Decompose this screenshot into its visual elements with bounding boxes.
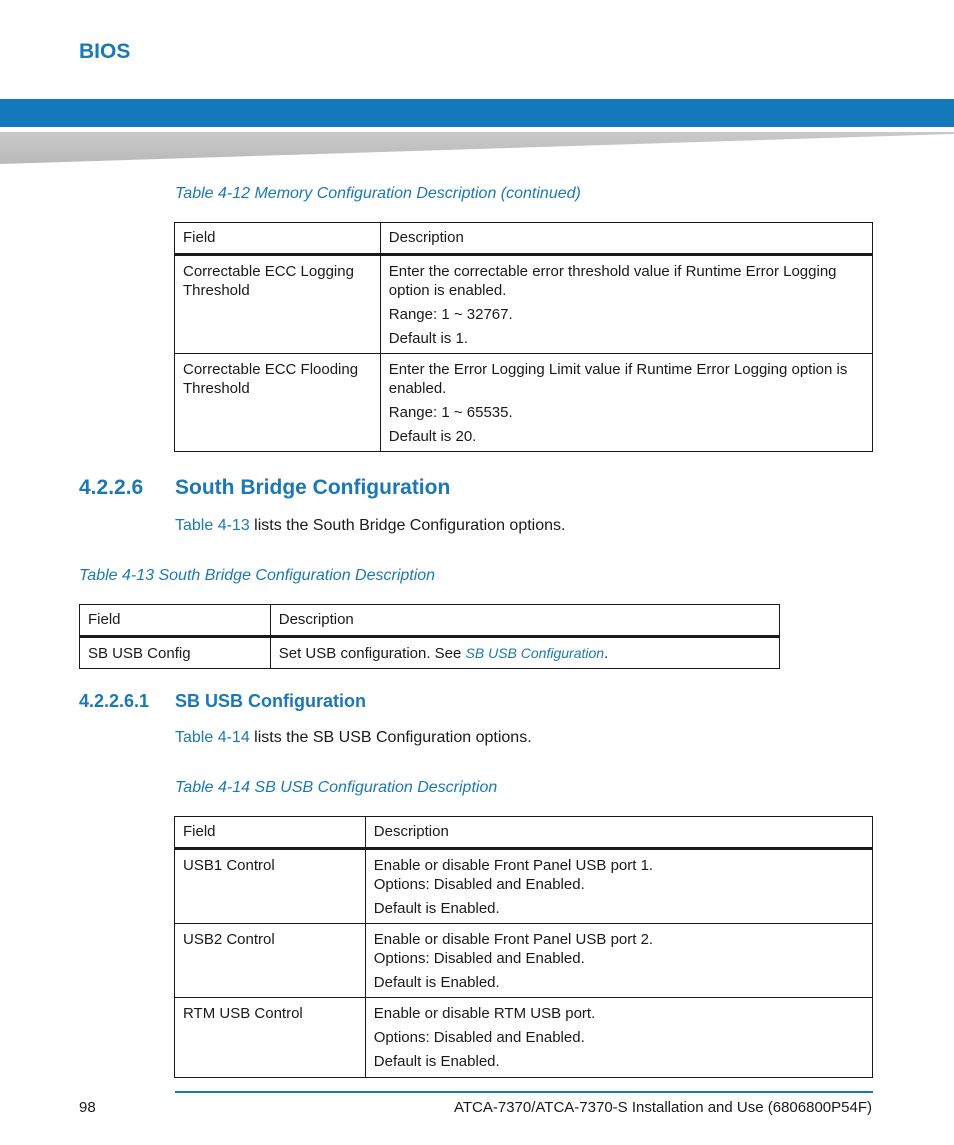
field-cell: Correctable ECC Flooding Threshold xyxy=(175,354,381,452)
description-cell xyxy=(365,849,872,924)
table-4-14-caption: Table 4-14 SB USB Configuration Description xyxy=(175,779,498,796)
description-line: Default is Enabled. xyxy=(373,900,500,917)
column-header-field: Field xyxy=(175,223,381,255)
column-header-field: Field xyxy=(175,817,366,849)
section-intro-paragraph xyxy=(175,729,532,747)
table-row xyxy=(175,998,873,1078)
description-line: Range: 1 ~ 32767. xyxy=(388,306,513,323)
column-header-description: Description xyxy=(365,817,872,849)
chapter-label: BIOS xyxy=(73,38,136,66)
section-title: SB USB Configuration xyxy=(175,691,366,711)
intro-text: lists the SB USB Configuration options. xyxy=(249,729,532,746)
description-cell xyxy=(365,924,872,998)
section-heading-4-2-2-6 xyxy=(79,476,450,500)
header-gray-wedge xyxy=(0,132,954,164)
field-cell: SB USB Config xyxy=(80,637,271,669)
section-heading-4-2-2-6-1 xyxy=(79,691,366,712)
table-row xyxy=(175,354,873,452)
page-number: 98 xyxy=(79,1099,96,1116)
table-4-14-link[interactable]: Table 4-14 xyxy=(175,729,250,746)
section-intro-paragraph xyxy=(175,517,565,535)
column-header-description: Description xyxy=(270,605,779,637)
description-line: Enter the Error Logging Limit value if Runtime Error Logging option is enabled. xyxy=(388,361,848,397)
description-cell xyxy=(270,637,779,669)
description-line: Options: Disabled and Enabled. xyxy=(373,876,585,893)
description-line: Enable or disable RTM USB port. xyxy=(373,1005,596,1022)
table-4-13-caption: Table 4-13 South Bridge Configuration Description xyxy=(79,567,436,584)
table-4-13 xyxy=(79,604,780,669)
description-line: Enable or disable Front Panel USB port 2. xyxy=(373,931,654,948)
field-cell: USB2 Control xyxy=(175,924,366,998)
table-row xyxy=(175,255,873,354)
column-header-description: Description xyxy=(380,223,872,255)
description-line: Options: Disabled and Enabled. xyxy=(373,950,585,967)
footer-rule xyxy=(175,1091,873,1093)
description-line: Enter the correctable error threshold value if Runtime Error Logging option is enabled. xyxy=(388,263,837,299)
table-header-row xyxy=(175,817,873,849)
header-blue-band xyxy=(0,99,954,127)
header-pattern-grid xyxy=(0,0,954,97)
table-4-13-link[interactable]: Table 4-13 xyxy=(175,517,250,534)
sb-usb-configuration-link[interactable]: SB USB Configuration xyxy=(465,645,605,661)
description-line: Default is Enabled. xyxy=(373,974,500,991)
description-line: Default is Enabled. xyxy=(373,1053,500,1070)
description-prefix: Set USB configuration. See xyxy=(278,645,466,662)
field-cell: Correctable ECC Logging Threshold xyxy=(175,255,381,354)
description-cell xyxy=(380,354,872,452)
table-row xyxy=(175,924,873,998)
intro-text: lists the South Bridge Configuration options. xyxy=(249,517,566,534)
description-cell xyxy=(365,998,872,1078)
section-title: South Bridge Configuration xyxy=(175,476,451,499)
section-number: 4.2.2.6 xyxy=(79,476,144,499)
field-cell: USB1 Control xyxy=(175,849,366,924)
table-row xyxy=(80,637,780,669)
table-4-12 xyxy=(174,222,873,452)
description-line: Default is 1. xyxy=(388,330,468,347)
description-cell xyxy=(380,255,872,354)
description-line: Options: Disabled and Enabled. xyxy=(373,1029,585,1046)
description-suffix: . xyxy=(604,645,609,662)
description-line: Default is 20. xyxy=(388,428,477,445)
document-title: ATCA-7370/ATCA-7370-S Installation and Use (6806800P54F) xyxy=(453,1099,872,1116)
description-line: Enable or disable Front Panel USB port 1. xyxy=(373,857,654,874)
table-row xyxy=(175,849,873,924)
table-header-row xyxy=(175,223,873,255)
description-line: Range: 1 ~ 65535. xyxy=(388,404,513,421)
field-cell: RTM USB Control xyxy=(175,998,366,1078)
section-number: 4.2.2.6.1 xyxy=(79,691,150,711)
column-header-field: Field xyxy=(80,605,271,637)
table-header-row xyxy=(80,605,780,637)
table-4-12-caption: Table 4-12 Memory Configuration Description (continued) xyxy=(175,185,581,202)
table-4-14 xyxy=(174,816,873,1078)
